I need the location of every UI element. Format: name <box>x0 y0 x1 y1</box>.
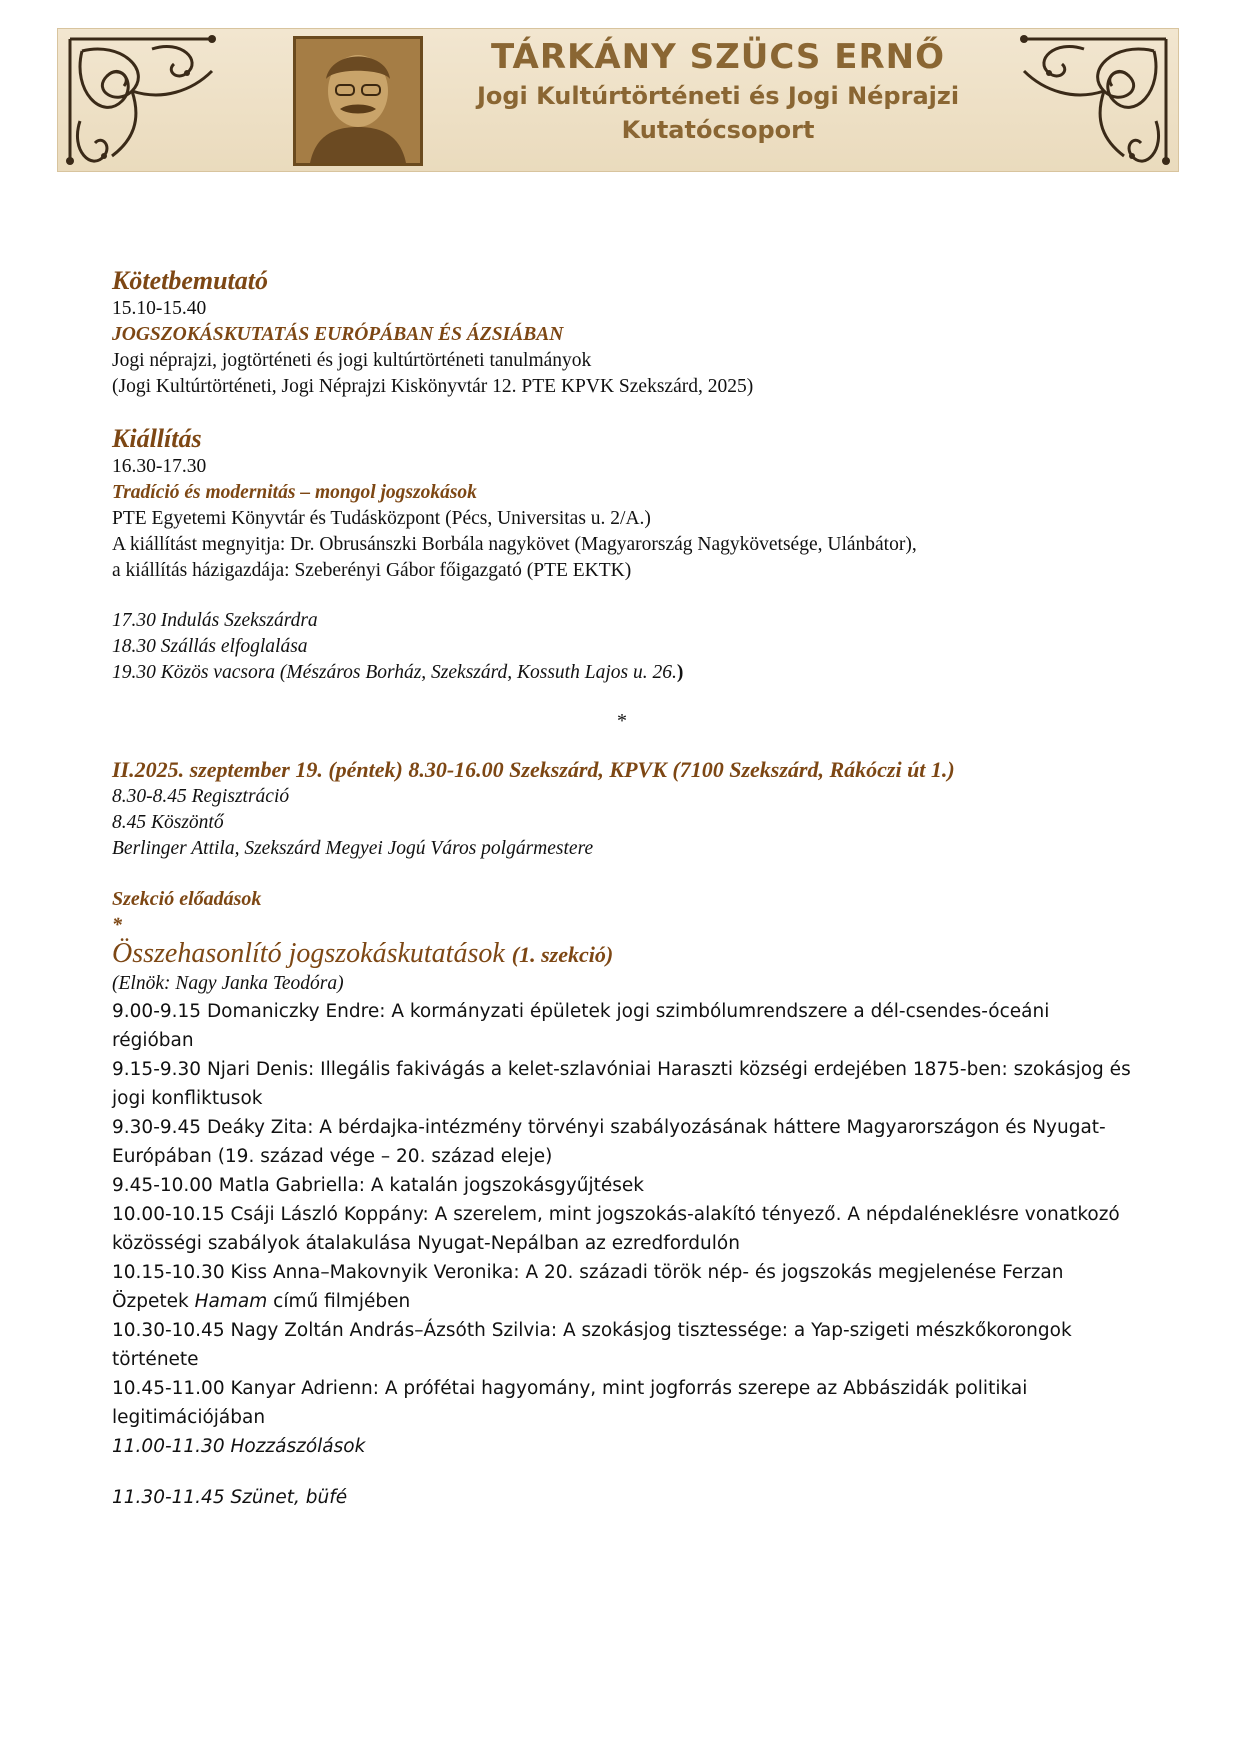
ornament-right-icon <box>964 31 1174 171</box>
banner-title: TÁRKÁNY SZÜCS ERNŐ <box>490 37 946 77</box>
talk-item: 10.00-10.15 Csáji László Koppány: A szerelem, mint jogszokás-alakító tényező. A népdaléneklésre vonatkozó közösségi szabályok átalakulása Nyugat-Nepálban az ezredfordulón <box>112 1204 1120 1254</box>
program-content <box>112 266 1132 1512</box>
banner-text <box>458 35 978 147</box>
kotetbemutato-title: JOGSZOKÁSKUTATÁS EURÓPÁBAN ÉS ÁZSIÁBAN <box>112 324 564 345</box>
talk-item: 9.45-10.00 Matla Gabriella: A katalán jogszokásgyűjtések <box>112 1175 644 1196</box>
talk-item: 10.30-10.45 Nagy Zoltán András–Ázsóth Szilvia: A szokásjog tisztessége: a Yap-szigeti mészkőkorongok története <box>112 1320 1072 1370</box>
section-1-chair: (Elnök: Nagy Janka Teodóra) <box>112 973 344 994</box>
evening-item: 18.30 Szállás elfoglalása <box>112 636 308 657</box>
portrait-icon <box>296 39 420 163</box>
kiallitas-time: 16.30-17.30 <box>112 456 207 477</box>
talk-item <box>112 1258 1132 1316</box>
sections-heading: Szekció előadások <box>112 888 262 910</box>
talk-item: 9.15-9.30 Njari Denis: Illegális fakivágás a kelet-szlavóniai Haraszti községi erdejében 1875-ben: szokásjog és jogi konfliktusok <box>112 1059 1131 1109</box>
evening-close: ) <box>676 662 684 683</box>
talk-item: 9.30-9.45 Deáky Zita: A bérdajka-intézmény törvényi szabályozásának háttere Magyarországon és Nyugat-Európában (19. század vége – 20. század eleje) <box>112 1117 1106 1167</box>
kiallitas-heading: Kiállítás <box>112 424 202 453</box>
talk-item: 10.45-11.00 Kanyar Adrienn: A prófétai hagyomány, mint jogforrás szerepe az Abbászidák politikai legitimációjában <box>112 1378 1028 1428</box>
kotetbemutato-heading: Kötetbemutató <box>112 266 268 295</box>
talk-item: 9.00-9.15 Domaniczky Endre: A kormányzati épületek jogi szimbólumrendszere a dél-csendes-óceáni régióban <box>112 1001 1050 1051</box>
talk-film-title: Hamam <box>194 1291 268 1312</box>
discussion-item: 11.00-11.30 Hozzászólások <box>112 1436 366 1457</box>
day2-greeter: Berlinger Attila, Szekszárd Megyei Jogú Város polgármestere <box>112 838 594 859</box>
break-item: 11.30-11.45 Szünet, büfé <box>112 1487 348 1508</box>
section-1-title <box>112 938 1132 971</box>
kotetbemutato-series: (Jogi Kultúrtörténeti, Jogi Néprajzi Kiskönyvtár 12. PTE KPVK Szekszárd, 2025) <box>112 376 754 397</box>
talk-text: 10.15-10.30 Kiss Anna–Makovnyik Veronika: A 20. századi török nép- és jogszokás megjelenése Ferzan Özpetek <box>112 1262 1064 1312</box>
ornament-left-icon <box>62 31 272 171</box>
kiallitas-venue: PTE Egyetemi Könyvtár és Tudásközpont (Pécs, Universitas u. 2/A.) <box>112 508 651 529</box>
kotetbemutato-desc: Jogi néprajzi, jogtörténeti és jogi kultúrtörténeti tanulmányok <box>112 350 592 371</box>
portrait-image <box>293 36 423 166</box>
kotetbemutato-time: 15.10-15.40 <box>112 298 207 319</box>
banner-subtitle-2: Kutatócsoport <box>621 116 815 144</box>
evening-item <box>112 660 1132 686</box>
header-banner <box>57 28 1179 172</box>
banner-subtitle-1: Jogi Kultúrtörténeti és Jogi Néprajzi <box>476 82 960 110</box>
evening-item: 17.30 Indulás Szekszárdra <box>112 610 318 631</box>
evening-item-text: 19.30 Közös vacsora (Mészáros Borház, Szekszárd, Kossuth Lajos u. 26. <box>112 662 677 683</box>
day2-registration: 8.30-8.45 Regisztráció <box>112 786 290 807</box>
kiallitas-opener: A kiállítást megnyitja: Dr. Obrusánszki Borbála nagykövet (Magyarország Nagykövetsége, Ulánbátor), <box>112 534 917 555</box>
section-1-title-main: Összehasonlító jogszokáskutatások <box>112 938 505 969</box>
separator-star: * <box>617 710 627 732</box>
sections-star: * <box>112 914 122 936</box>
section-1-number: (1. szekció) <box>511 942 614 967</box>
kiallitas-host: a kiállítás házigazdája: Szeberényi Gábor főigazgató (PTE EKTK) <box>112 560 632 581</box>
day2-greeting: 8.45 Köszöntő <box>112 812 224 833</box>
day2-heading: II.2025. szeptember 19. (péntek) 8.30-16.00 Szekszárd, KPVK (7100 Szekszárd, Rákóczi út 1.) <box>112 757 955 782</box>
talk-text: című filmjében <box>267 1291 411 1312</box>
kiallitas-title: Tradíció és modernitás – mongol jogszokások <box>112 482 477 503</box>
